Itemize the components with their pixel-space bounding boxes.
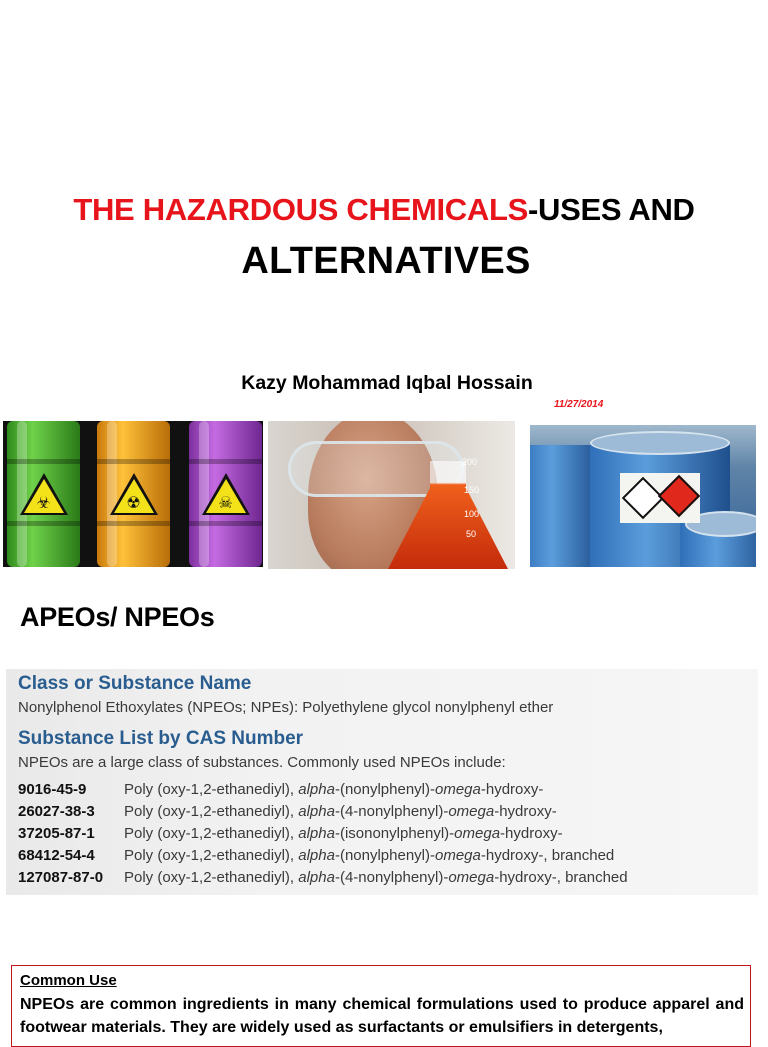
scientist-flask-image: [268, 421, 515, 569]
presentation-date: 11/27/2014: [554, 399, 604, 410]
cas-row: 26027-38-3 Poly (oxy-1,2-ethanediyl), alpha-(4-nonylphenyl)-omega-hydroxy-: [18, 803, 557, 820]
class-text: Nonylphenol Ethoxylates (NPEOs; NPEs): Polyethylene glycol nonylphenyl ether: [18, 699, 554, 716]
cas-number: 127087-87-0: [18, 869, 104, 886]
title-line-1: [0, 192, 768, 228]
common-use-text: NPEOs are common ingredients in many chemical formulations used to produce apparel and footwear materials. They are widely used as surfactants or emulsifiers in detergents,: [20, 996, 744, 1036]
flask-mark: 150: [464, 485, 480, 495]
title-red-part: THE HAZARDOUS CHEMICALS: [73, 192, 528, 227]
toxic-diamond-icon: [622, 477, 664, 519]
common-use-heading: Common Use: [20, 972, 117, 989]
chemical-drums-image: [530, 425, 756, 567]
green-barrel: [7, 421, 80, 567]
skull-icon: ☠: [218, 493, 233, 512]
title-black-part: -USES AND: [527, 192, 695, 227]
flask-mark: 50: [466, 529, 477, 539]
biohazard-icon: ☣: [36, 493, 51, 512]
flask-mark: 100: [464, 509, 480, 519]
cas-intro: NPEOs are a large class of substances. Commonly used NPEOs include:: [18, 754, 506, 771]
cas-number: 37205-87-1: [18, 825, 95, 842]
flammable-diamond-icon: [658, 475, 700, 517]
cas-row: 37205-87-1 Poly (oxy-1,2-ethanediyl), alpha-(isononylphenyl)-omega-hydroxy-: [18, 825, 563, 842]
cas-heading: Substance List by CAS Number: [18, 728, 304, 749]
orange-barrel: [97, 421, 170, 567]
cas-number: 9016-45-9: [18, 781, 87, 798]
flask-mark: 200: [462, 457, 478, 467]
author-name: Kazy Mohammad Iqbal Hossain: [241, 372, 533, 394]
cas-number: 26027-38-3: [18, 803, 95, 820]
cas-row: 127087-87-0 Poly (oxy-1,2-ethanediyl), alpha-(4-nonylphenyl)-omega-hydroxy-, branched: [18, 869, 628, 886]
radiation-icon: ☢: [126, 493, 141, 512]
cas-row: 68412-54-4 Poly (oxy-1,2-ethanediyl), alpha-(nonylphenyl)-omega-hydroxy-, branched: [18, 847, 615, 864]
class-heading: Class or Substance Name: [18, 673, 252, 694]
cas-number: 68412-54-4: [18, 847, 95, 864]
title-line-2: ALTERNATIVES: [241, 240, 531, 282]
common-use-box: [11, 965, 751, 1047]
section-heading: APEOs/ NPEOs: [20, 602, 215, 632]
substance-info-panel: [6, 669, 758, 895]
hazard-barrels-image: [3, 421, 263, 567]
hazard-label: [620, 473, 700, 523]
purple-barrel: [189, 421, 262, 567]
cas-row: 9016-45-9 Poly (oxy-1,2-ethanediyl), alpha-(nonylphenyl)-omega-hydroxy-: [18, 781, 544, 798]
